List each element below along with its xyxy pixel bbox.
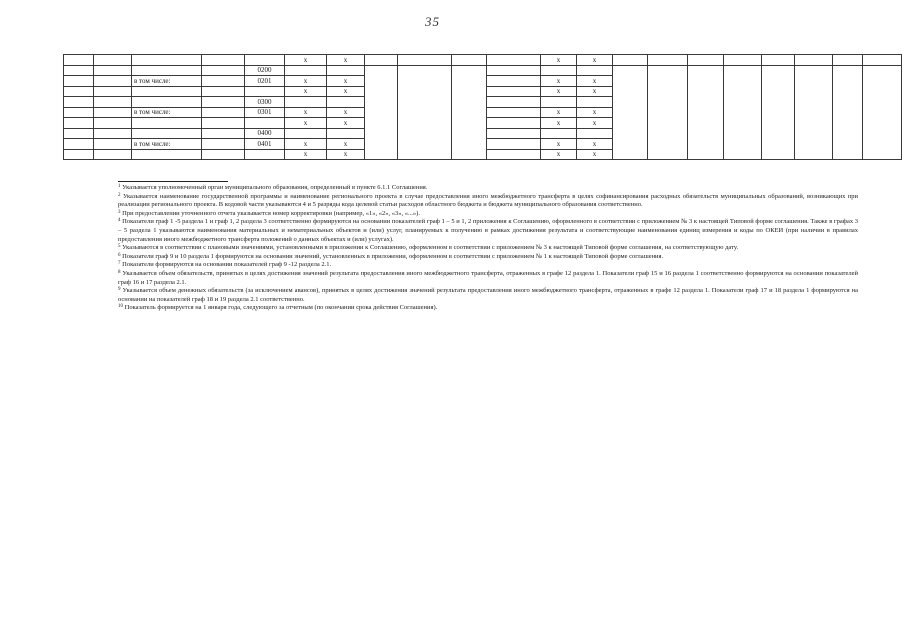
table-cell: x <box>285 55 327 66</box>
table-row <box>64 76 902 87</box>
footnote <box>118 304 858 313</box>
table-cell: в том числе: <box>132 107 202 118</box>
table-cell: x <box>577 139 613 150</box>
table-cell <box>762 76 795 87</box>
table-cell: 0300 <box>245 97 285 108</box>
table-cell <box>64 149 94 160</box>
table-cell <box>762 118 795 129</box>
table-cell <box>863 65 902 76</box>
table-cell <box>648 76 688 87</box>
table-cell <box>202 139 245 150</box>
table-cell <box>452 128 487 139</box>
table-cell <box>724 65 762 76</box>
table-cell <box>795 107 833 118</box>
table-cell <box>132 118 202 129</box>
table-cell <box>94 86 132 97</box>
table-cell: x <box>577 107 613 118</box>
footnote-separator <box>118 181 228 182</box>
table-cell <box>452 107 487 118</box>
table-cell <box>795 55 833 66</box>
table-cell <box>64 55 94 66</box>
footnote-text: Показатели граф 9 и 10 раздела 1 формируются на основании значений, установленных в приложении, оформленном в соответствии с приложением № 1 к настоящей Типовой форме соглашения. <box>122 252 664 260</box>
footnote-text: Показатель формируется на 1 января года, следующего за отчетным (по окончании срока действия Соглашения). <box>124 304 438 312</box>
table-cell <box>452 118 487 129</box>
table-cell: в том числе: <box>132 76 202 87</box>
table-cell <box>365 107 398 118</box>
table-cell <box>452 55 487 66</box>
footnote-number: 8 <box>118 269 121 275</box>
table-cell <box>648 65 688 76</box>
table-cell: x <box>541 76 577 87</box>
table-cell <box>863 86 902 97</box>
table-row <box>64 107 902 118</box>
table-row <box>64 55 902 66</box>
table-cell <box>724 149 762 160</box>
table-cell: x <box>541 118 577 129</box>
table-cell <box>365 76 398 87</box>
footnote-text: При предоставлении уточненного отчета указывается номер корректировки (например, «1», «2», «3», «...»). <box>122 209 420 217</box>
table-cell <box>688 55 724 66</box>
table-cell: 0400 <box>245 128 285 139</box>
table-cell <box>688 97 724 108</box>
table-cell <box>688 118 724 129</box>
table-cell <box>688 65 724 76</box>
table-cell <box>94 139 132 150</box>
table-cell <box>487 128 541 139</box>
table-cell <box>202 76 245 87</box>
table-cell <box>688 76 724 87</box>
table-cell <box>94 65 132 76</box>
table-cell <box>487 55 541 66</box>
table-cell <box>398 139 452 150</box>
table-cell <box>863 107 902 118</box>
table-cell: 0201 <box>245 76 285 87</box>
table-cell <box>202 118 245 129</box>
table-cell: x <box>327 107 365 118</box>
table-cell <box>613 76 648 87</box>
table-cell <box>863 149 902 160</box>
table-cell <box>833 118 863 129</box>
table-cell <box>365 55 398 66</box>
table-cell <box>724 139 762 150</box>
table-cell: x <box>327 118 365 129</box>
footnote-text: Указываются в соответствии с плановыми значениями, установленными в приложении к Соглашению, оформленном в соответствии с приложением № 3 к настоящей Типовой форме соглашения, на соответствующую дату. <box>122 244 739 252</box>
table-cell <box>724 97 762 108</box>
table-cell <box>202 149 245 160</box>
table-cell <box>795 128 833 139</box>
table-cell <box>613 55 648 66</box>
table-cell: 0401 <box>245 139 285 150</box>
table-cell <box>648 86 688 97</box>
table-row <box>64 118 902 129</box>
table-cell: x <box>327 55 365 66</box>
table-cell <box>487 149 541 160</box>
table-cell <box>64 97 94 108</box>
table-cell <box>94 107 132 118</box>
footnote <box>118 270 858 287</box>
table-cell <box>487 86 541 97</box>
table-cell: x <box>577 118 613 129</box>
table-cell <box>398 149 452 160</box>
table-cell: x <box>541 107 577 118</box>
table-cell <box>132 97 202 108</box>
table-cell <box>863 97 902 108</box>
table-cell <box>398 65 452 76</box>
table-cell <box>365 149 398 160</box>
footnote <box>118 261 858 270</box>
footnote-number: 10 <box>118 304 123 310</box>
table-cell <box>762 139 795 150</box>
table-cell <box>132 86 202 97</box>
table-cell <box>487 76 541 87</box>
table-cell <box>795 118 833 129</box>
table-cell <box>487 107 541 118</box>
table-cell <box>132 65 202 76</box>
table-cell: x <box>327 149 365 160</box>
table-cell <box>762 107 795 118</box>
table-cell <box>541 128 577 139</box>
table-cell: x <box>285 149 327 160</box>
table-cell <box>94 118 132 129</box>
report-table <box>63 54 902 160</box>
footnote <box>118 184 858 193</box>
table-cell <box>64 128 94 139</box>
table-cell <box>64 118 94 129</box>
table-cell <box>202 55 245 66</box>
table-cell <box>833 128 863 139</box>
table-cell <box>577 97 613 108</box>
table-row <box>64 149 902 160</box>
footnote-number: 7 <box>118 261 121 267</box>
table-cell: x <box>327 76 365 87</box>
table-cell: x <box>577 86 613 97</box>
table-cell <box>833 97 863 108</box>
table-cell <box>613 107 648 118</box>
table-cell <box>202 65 245 76</box>
table-cell <box>795 139 833 150</box>
table-cell <box>833 76 863 87</box>
table-cell <box>648 118 688 129</box>
table-cell <box>541 97 577 108</box>
table-cell <box>398 86 452 97</box>
table-cell <box>64 139 94 150</box>
table-cell <box>94 97 132 108</box>
table-cell <box>833 149 863 160</box>
table-cell <box>452 65 487 76</box>
footnote <box>118 253 858 262</box>
table-cell <box>762 55 795 66</box>
table-cell <box>398 107 452 118</box>
table-cell <box>398 97 452 108</box>
table-cell <box>452 76 487 87</box>
table-cell <box>795 76 833 87</box>
table-cell <box>398 76 452 87</box>
footnote-number: 6 <box>118 252 121 258</box>
table-cell <box>648 55 688 66</box>
table-cell <box>202 128 245 139</box>
table-cell <box>487 97 541 108</box>
footnote-text: Показатели формируются на основании показателей граф 9 -12 раздела 2.1. <box>122 261 332 269</box>
table-cell <box>94 128 132 139</box>
table-cell <box>863 128 902 139</box>
table-cell <box>327 128 365 139</box>
table-cell <box>833 86 863 97</box>
table-cell <box>577 65 613 76</box>
table-cell <box>132 128 202 139</box>
table-cell <box>365 97 398 108</box>
table-cell <box>724 118 762 129</box>
table-cell: x <box>285 107 327 118</box>
table-cell: x <box>577 76 613 87</box>
table-cell <box>833 65 863 76</box>
table-cell <box>688 86 724 97</box>
table-cell <box>648 97 688 108</box>
table-cell <box>613 118 648 129</box>
table-cell: x <box>285 86 327 97</box>
footnote <box>118 287 858 304</box>
table-cell <box>762 149 795 160</box>
table-cell: x <box>541 55 577 66</box>
table-cell <box>245 86 285 97</box>
table-cell <box>202 107 245 118</box>
table-cell <box>452 149 487 160</box>
table-cell <box>245 118 285 129</box>
table-cell: x <box>577 149 613 160</box>
table-cell <box>688 139 724 150</box>
table-cell <box>863 76 902 87</box>
page-number: 35 <box>425 14 440 29</box>
table-row <box>64 86 902 97</box>
table-cell <box>613 97 648 108</box>
table-cell: x <box>285 118 327 129</box>
table-cell <box>613 128 648 139</box>
table-cell <box>365 118 398 129</box>
table-cell <box>833 107 863 118</box>
table-cell <box>688 149 724 160</box>
table-cell <box>487 118 541 129</box>
table-cell <box>648 139 688 150</box>
table-cell: x <box>285 76 327 87</box>
footnote-number: 4 <box>118 218 121 224</box>
table-cell <box>365 128 398 139</box>
table-cell <box>452 97 487 108</box>
table-cell <box>863 55 902 66</box>
table-cell <box>648 107 688 118</box>
footnote-number: 2 <box>118 192 121 198</box>
table-cell <box>327 65 365 76</box>
table-cell: x <box>577 55 613 66</box>
footnote-text: Указывается наименование государственной программы и наименование регионального проекта в случае предоставления иного межбюджетного трансферта в целях софинансирования расходных обязательств муниципальных образований, возникающих при реализации регионального проекта. В кодовой части указываются 4 и 5 разряды кода целевой статьи расходов областного бюджета и бюджета муниципального образования соответственно. <box>118 192 859 209</box>
table-cell <box>365 86 398 97</box>
table-cell <box>613 139 648 150</box>
table-cell <box>863 139 902 150</box>
table-cell <box>285 97 327 108</box>
table-cell <box>724 107 762 118</box>
table-cell <box>724 76 762 87</box>
footnote-text: Показатели граф 1 -5 раздела 1 и граф 1, 2 раздела 3 соответственно формируются на основании показателей граф 1 – 5 и 1, 2 приложения к Соглашению, оформленного в соответствии с приложением № 3 к настоящей Типовой форме соглашения. Также в графах 3 – 5 раздела 1 указываются наименования материальных и нематериальных объектов и (или) услуг, планируемых к получению в рамках достижения результата и соответствующие наименования единиц измерения и коды по ОКЕИ (при наличии в правилах предоставления иного межбюджетного трансферта положений о данных объектах и (или) услугах). <box>118 218 858 243</box>
table-cell <box>94 76 132 87</box>
table-cell <box>833 139 863 150</box>
table-cell <box>398 118 452 129</box>
table-cell <box>762 65 795 76</box>
table-cell: x <box>541 139 577 150</box>
table-cell <box>688 107 724 118</box>
table-row <box>64 97 902 108</box>
table-cell <box>762 128 795 139</box>
table-cell <box>398 55 452 66</box>
footnote <box>118 244 858 253</box>
table-cell: x <box>285 139 327 150</box>
table-cell <box>577 128 613 139</box>
table-cell <box>795 86 833 97</box>
table-cell <box>245 149 285 160</box>
table-cell <box>648 128 688 139</box>
table-cell <box>64 65 94 76</box>
footnote <box>118 218 858 244</box>
table-cell <box>795 149 833 160</box>
table-cell <box>613 65 648 76</box>
table-cell <box>452 139 487 150</box>
table-cell: x <box>327 86 365 97</box>
table-cell <box>724 128 762 139</box>
table-cell <box>487 65 541 76</box>
table-cell <box>365 139 398 150</box>
table-cell <box>648 149 688 160</box>
table-cell <box>795 65 833 76</box>
table-cell <box>64 76 94 87</box>
table-cell <box>795 97 833 108</box>
footnote-text: Указывается объем обязательств, принятых в целях достижения значений результата предоставления иного межбюджетного трансферта, отраженных в графе 12 раздела 1. Показатели граф 15 и 16 раздела 1 соответственно формируются на основании показателей граф 16 и 17 раздела 2.1. <box>118 269 858 286</box>
table-cell <box>245 55 285 66</box>
table-cell <box>327 97 365 108</box>
table-cell <box>452 86 487 97</box>
footnote-number: 9 <box>118 287 121 293</box>
table-cell: 0200 <box>245 65 285 76</box>
table-cell: x <box>541 149 577 160</box>
table-cell <box>132 55 202 66</box>
table-cell <box>365 65 398 76</box>
table-cell: в том числе: <box>132 139 202 150</box>
table-row <box>64 139 902 150</box>
table-cell <box>398 128 452 139</box>
footnote-number: 3 <box>118 209 121 215</box>
footnote-number: 1 <box>118 184 121 189</box>
footnote <box>118 193 858 210</box>
table-cell <box>202 97 245 108</box>
table-row <box>64 65 902 76</box>
table-cell <box>202 86 245 97</box>
table-cell <box>613 86 648 97</box>
footnote-number: 5 <box>118 244 121 250</box>
table-cell <box>487 139 541 150</box>
table-cell <box>724 55 762 66</box>
table-cell <box>541 65 577 76</box>
table-cell <box>64 107 94 118</box>
table-cell <box>762 86 795 97</box>
table-cell <box>613 149 648 160</box>
table-cell <box>688 128 724 139</box>
footnote <box>118 210 858 219</box>
table-cell: x <box>327 139 365 150</box>
table-cell <box>132 149 202 160</box>
table-cell <box>833 55 863 66</box>
table-row <box>64 128 902 139</box>
footnote-text: Указывается объем денежных обязательств (за исключением авансов), принятых в целях достижения значений результата предоставления иного межбюджетного трансферта, отраженных в графе 12 раздела 1. Показатели граф 17 и 18 раздела 1 формируются на основании на показателей граф 18 и 19 раздела 2.1 соответственно. <box>118 287 858 303</box>
table-cell: x <box>541 86 577 97</box>
table-cell <box>762 97 795 108</box>
table-cell <box>285 128 327 139</box>
table-cell <box>64 86 94 97</box>
table-cell <box>285 65 327 76</box>
footnote-text: Указывается уполномоченный орган муниципального образования, определенный в пункте 6.1.1 Соглашения. <box>122 184 428 191</box>
table-cell <box>863 118 902 129</box>
footnotes <box>118 184 858 313</box>
table-cell <box>94 55 132 66</box>
table-cell <box>94 149 132 160</box>
table-cell <box>724 86 762 97</box>
table-cell: 0301 <box>245 107 285 118</box>
